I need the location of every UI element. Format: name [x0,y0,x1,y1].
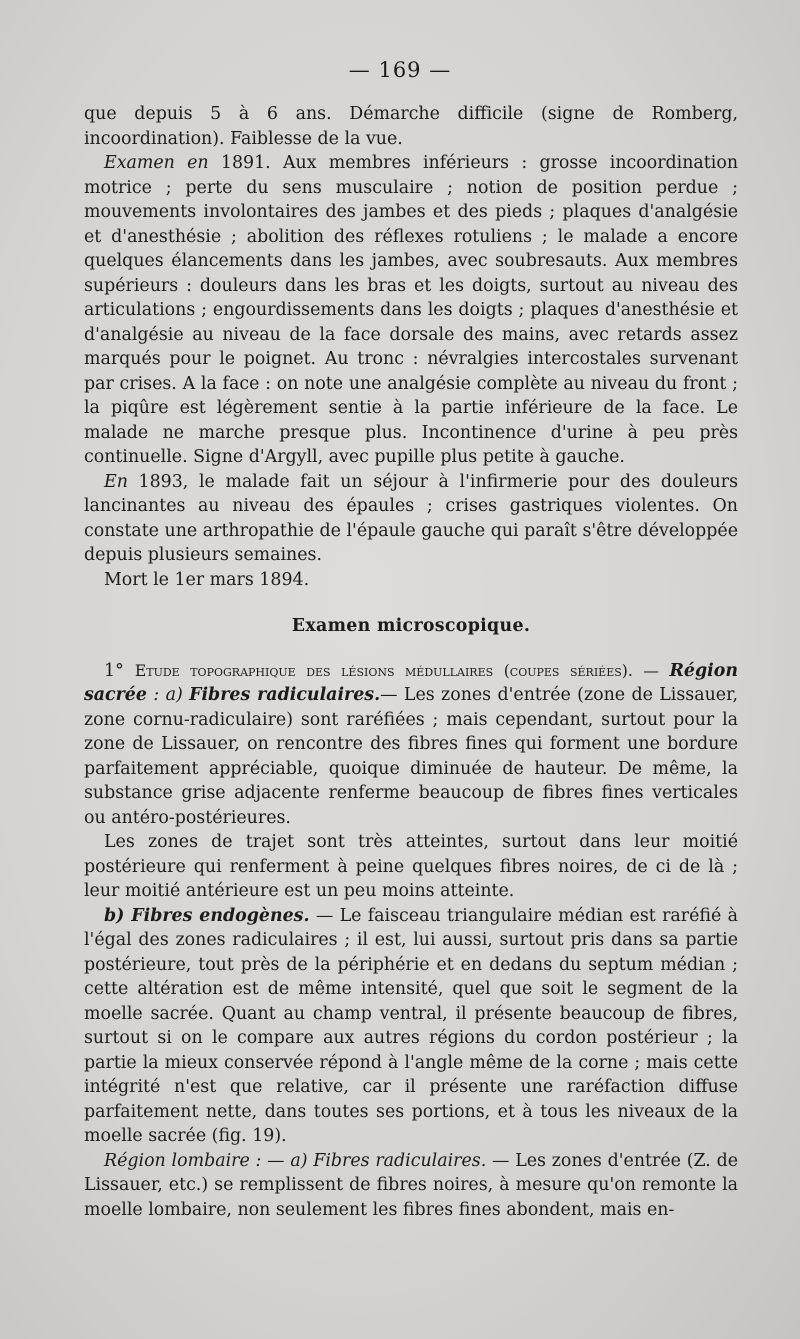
paragraph-body: 1891. Aux membres inférieurs : grosse incoordination motrice ; perte du sens musculaire ; notion de position perdue ; mouvements involontaires des jambes et des pieds ; plaques d'analgésie et d'anesthésie ; abolition des réflexes rotuliens ; le malade a encore quelques élancements dans les jambes, avec soubresauts. Aux membres supérieurs : douleurs dans les bras et les doigts, surtout au niveau des articulations ; engourdissements dans les doigts ; plaques d'anesthésie et d'analgésie au niveau de la face dorsale des mains, avec retards assez marqués pour le poignet. Au tronc : névralgies intercostales survenant par crises. A la face : on note une analgésie complète au niveau du front ; la piqûre est légèrement sentie à la partie inférieure de la face. Le malade ne marche presque plus. Incontinence d'urine à peu près continuelle. Signe d'Argyll, avec pupille plus petite à gauche. [84,153,739,467]
small-caps-paren: (coupes sériées). — [493,661,670,680]
item-number: 1° [104,660,135,681]
paragraph-region-lombaire [84,1149,738,1223]
paragraph-examen-1891 [84,151,738,470]
paragraph-body: — Les zones d'entrée (zone de Lissauer, zone cornu-radiculaire) sont raréfiées ; mais cependant, surtout pour la zone de Lissauer, on rencontre des fibres fines qui forment une bordure parfaitement appréciable, quoique diminuée de hauteur. De même, la substance grise adjacente renferme beaucoup de fibres fines verticales ou antéro-postérieures. [84,685,738,828]
region-label: Région sacrée [84,660,738,705]
paragraph-1893 [84,470,738,568]
paragraph-zones-trajet: Les zones de trajet sont très atteintes, surtout dans leur moitié postérieure qui renferment à peine quelques fibres noires, de ci de là ; leur moitié antérieure est un peu moins atteinte. [84,832,738,901]
section-heading: Examen microscopique. [291,616,531,636]
paragraph-death: Mort le 1er mars 1894. [104,569,310,590]
subsection-title: b) Fibres endogènes. [104,905,310,926]
small-caps-title: Etude topographique des lésions médullaires [134,661,494,680]
paragraph-body: — Les zones d'entrée (Z. de Lissauer, etc.) se remplissent de fibres noires, à mesure qu'on remonte la moelle lombaire, non seulement les fibres fines abondent, mais en- [84,1150,738,1220]
subsection-letter: : a) [146,685,190,705]
body-text [84,102,738,1222]
paragraph-body: 1893, le malade fait un séjour à l'infirmerie pour des douleurs lancinantes au niveau des épaules ; crises gastriques violentes. On constate une arthropathie de l'épaule gauche qui paraît s'être développée depuis plusieurs semaines. [84,471,738,565]
paragraph-body: — Le faisceau triangulaire médian est raréfié à l'égal des zones radiculaires ; il est, lui aussi, surtout pris dans sa partie postérieure, tout près de la périphérie et en dedans du septum médian ; cette altération est de même intensité, quel que soit le segment de la moelle sacrée. Quant au champ ventral, il présente beaucoup de fibres, surtout si on le compare aux autres régions du cordon postérieur ; la partie la mieux conservée répond à l'angle même de la corne ; mais cette intégrité n'est que relative, car il présente une raréfaction diffuse parfaitement nette, dans toutes ses portions, et à tous les niveaux de la moelle sacrée (fig. 19). [84,905,738,1146]
paragraph-1: que depuis 5 à 6 ans. Démarche difficile (signe de Romberg, incoordination). Faiblesse de la vue. [84,104,738,149]
paragraph-etude-topographique [84,659,738,831]
subsection-title: Fibres radiculaires. [189,685,381,705]
region-label: Région lombaire : — a) Fibres radiculaires. [104,1150,487,1171]
paragraph-label: En [104,471,128,492]
paragraph-fibres-endogenes [84,904,738,1149]
page-number: — 169 — [348,58,452,82]
paragraph-label: Examen en [104,153,209,173]
